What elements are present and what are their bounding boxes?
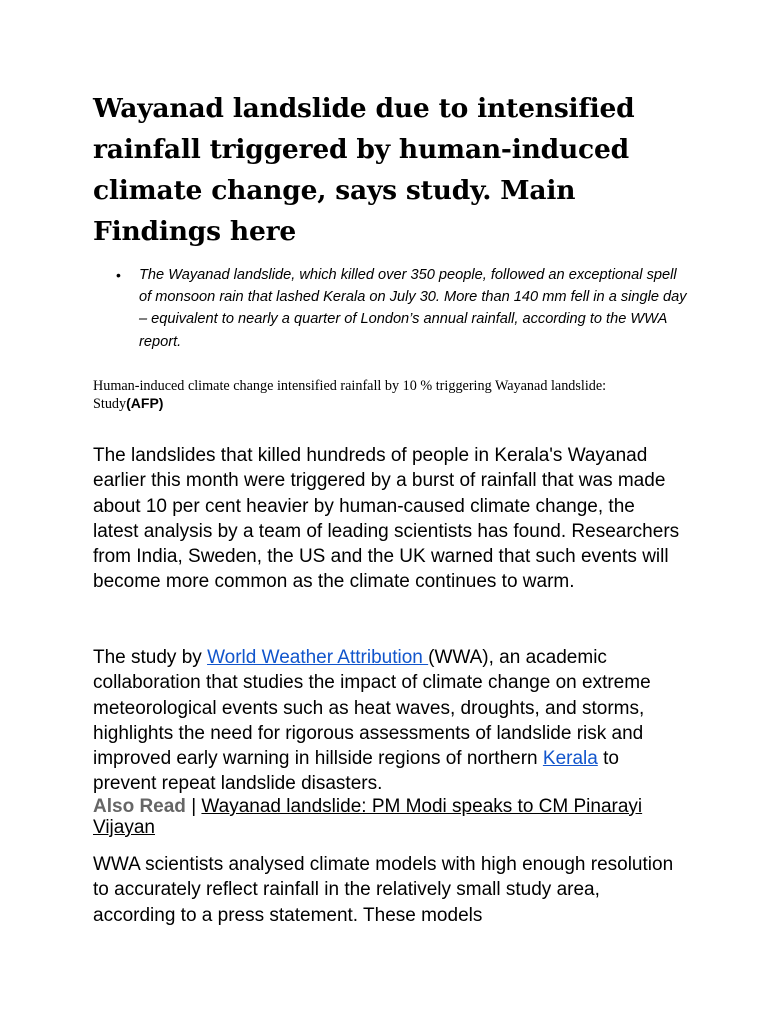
image-caption xyxy=(93,378,673,413)
article-paragraph-3: WWA scientists analysed climate models with high enough resolution to accurately reflect rainfall in the relatively small study area, according to a press statement. These models xyxy=(93,854,674,926)
caption-text: Human-induced climate change intensified rainfall by 10 % triggering Wayanad landslide: Study xyxy=(93,378,607,412)
article-paragraph-2 xyxy=(93,645,683,797)
paragraph-2-text-end: to prevent repeat landslide disasters. xyxy=(93,748,619,795)
kerala-link[interactable]: Kerala xyxy=(542,748,598,770)
key-finding-item xyxy=(93,264,688,353)
also-read-block xyxy=(93,796,683,838)
article-paragraph-1: The landslides that killed hundreds of people in Kerala's Wayanad earlier this month were triggered by a burst of rainfall that was made about 10 per cent heavier by human-caused climate change, the latest analysis by a team of leading scientists has found. Researchers from India, Sweden, the US and the UK warned that such events will become more common as the climate continues to warm. xyxy=(93,445,680,593)
bullet-icon: • xyxy=(116,267,121,283)
caption-credit: (AFP) xyxy=(126,395,164,411)
paragraph-2-text-middle: (WWA), an academic collaboration that studies the impact of climate change on extreme meteorological events such as heat waves, droughts, and storms, highlights the need for rigorous assessments of landslide risk and improved early warning in hillside regions of northern xyxy=(93,647,651,770)
key-finding-text: The Wayanad landslide, which killed over 350 people, followed an exceptional spell of monsoon rain that lashed Kerala on July 30. More than 140 mm fell in a single day – equivalent to nearly a quarter of London’s annual rainfall, according to the WWA report. xyxy=(139,267,687,350)
world-weather-attribution-link[interactable]: World Weather Attribution xyxy=(207,647,429,668)
also-read-link[interactable]: Wayanad landslide: PM Modi speaks to CM Pinarayi Vijayan xyxy=(93,796,643,838)
key-findings-list xyxy=(93,264,688,353)
paragraph-2-text-start: The study by xyxy=(93,647,208,668)
article-headline: Wayanad landslide due to intensified rainfall triggered by human-induced climate change, says study. Main Findings here xyxy=(93,93,635,247)
also-read-label: Also Read xyxy=(93,796,186,817)
also-read-separator: | xyxy=(185,796,202,817)
